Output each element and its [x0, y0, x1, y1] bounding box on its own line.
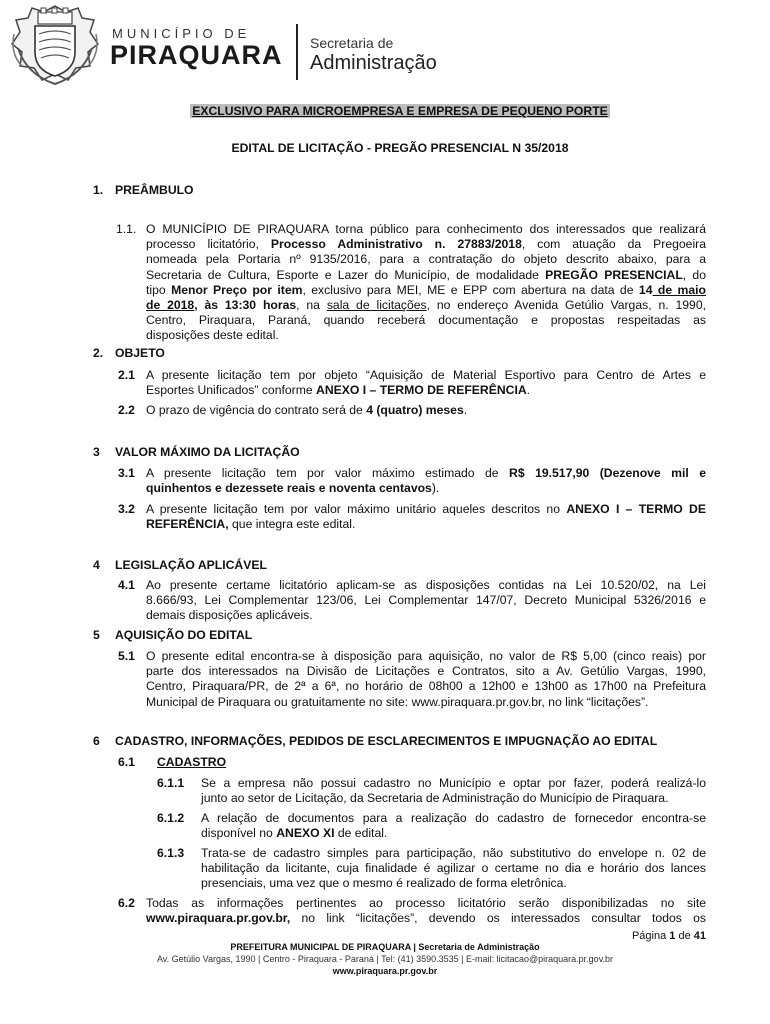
- section-3-title: VALOR MÁXIMO DA LICITAÇÃO: [115, 445, 300, 459]
- item-6-1-1: Se a empresa não possui cadastro no Município e optar por fazer, poderá realizá-lo junto ao setor de Licitação, da Secretaria de Administração do Município de Piraquara.: [201, 776, 706, 806]
- header: [8, 4, 568, 90]
- edital-title: EDITAL DE LICITAÇÃO - PREGÃO PRESENCIAL N 35/2018: [231, 141, 569, 155]
- header-divider: [296, 24, 298, 80]
- item-6-1-2-number: 6.1.2: [157, 811, 185, 825]
- section-4-title: LEGISLAÇÃO APLICÁVEL: [115, 558, 267, 572]
- subsection-6-1-number: 6.1: [118, 755, 135, 769]
- footer-address: Av. Getúlio Vargas, 1990 | Centro - Piraquara - Paraná | Tel: (41) 3590.3535 | E-mail: licitacao@piraquara.pr.gov.br: [156, 954, 614, 964]
- para-4-1-number: 4.1: [118, 578, 135, 592]
- para-3-1: A presente licitação tem por valor máximo estimado de R$ 19.517,90 (Dezenove mil e quinhentos e dezessete reais e noventa centavos).: [146, 466, 706, 496]
- para-2-1-number: 2.1: [118, 368, 135, 382]
- para-2-2-number: 2.2: [118, 403, 135, 417]
- item-6-1-3: Trata-se de cadastro simples para participação, não substitutivo do envelope n. 02 de habilitação da licitante, cuja finalidade é agilizar o certame no dia e horário dos lances presenciais, uma vez que o mesmo é realizado de forma eletrônica.: [201, 846, 706, 891]
- municipal-crest-logo: [8, 4, 102, 88]
- section-2-title: OBJETO: [115, 346, 165, 360]
- section-4-number: 4: [93, 558, 100, 572]
- item-6-1-2: A relação de documentos para a realização do cadastro de fornecedor encontra-se disponível no ANEXO XI de edital.: [201, 811, 706, 841]
- section-6-title: CADASTRO, INFORMAÇÕES, PEDIDOS DE ESCLARECIMENTOS E IMPUGNAÇÃO AO EDITAL: [115, 734, 658, 748]
- exclusive-banner-row: [0, 104, 770, 119]
- exclusive-banner: EXCLUSIVO PARA MICROEMPRESA E EMPRESA DE PEQUENO PORTE: [192, 104, 608, 118]
- section-2-number: 2.: [93, 346, 104, 360]
- para-1-1-number: 1.1.: [116, 222, 137, 236]
- section-1-number: 1.: [93, 183, 104, 197]
- secretaria-name: Administração: [310, 52, 437, 74]
- para-3-2-number: 3.2: [118, 502, 135, 516]
- section-3-number: 3: [93, 445, 100, 459]
- footer-line-1: PREFEITURA MUNICIPAL DE PIRAQUARA | Secretaria de Administração: [230, 942, 540, 952]
- para-3-1-number: 3.1: [118, 466, 135, 480]
- municipio-name: PIRAQUARA: [110, 40, 283, 70]
- para-5-1-number: 5.1: [118, 649, 135, 663]
- municipio-label: MUNICÍPIO DE: [112, 26, 251, 41]
- para-2-1: A presente licitação tem por objeto “Aquisição de Material Esportivo para Centro de Artes e Esportes Unificados” conforme ANEXO I – TERMO DE REFERÊNCIA.: [146, 368, 706, 398]
- para-6-2: Todas as informações pertinentes ao processo licitatório serão disponibilizadas no site www.piraquara.pr.gov.br, no link “licitações”, devendo os interessados consultar todos os: [146, 896, 706, 926]
- item-6-1-3-number: 6.1.3: [157, 846, 185, 860]
- para-1-1: O MUNICÍPIO DE PIRAQUARA torna público para conhecimento dos interessados que realizará processo licitatório, Processo Administrativo n. 27883/2018, com atuação da Pregoeira nomeada pela Portaria nº 9135/2016, para a contratação do objeto descrito abaixo, para a Secretaria de Cultura, Esporte e Lazer do Município, de modalidade PREGÃO PRESENCIAL, do tipo Menor Preço por item, exclusivo para MEI, ME e EPP com abertura na data de 14 de maio de 2018, às 13:30 horas, na sala de licitações, no endereço Avenida Getúlio Vargas, n. 1990, Centro, Piraquara, Paraná, quando receberá documentação e propostas respeitadas as disposições deste edital.: [146, 222, 707, 343]
- para-6-2-number: 6.2: [118, 896, 135, 910]
- section-5-title: AQUISIÇÃO DO EDITAL: [115, 628, 253, 642]
- page-number: Página 1 de 41: [631, 930, 706, 942]
- section-5-number: 5: [93, 628, 100, 642]
- para-2-2: O prazo de vigência do contrato será de 4 (quatro) meses.: [146, 403, 468, 417]
- footer: [0, 941, 770, 977]
- section-6-number: 6: [93, 734, 100, 748]
- subsection-6-1-title: CADASTRO: [157, 755, 227, 769]
- para-5-1: O presente edital encontra-se à disposição para aquisição, no valor de R$ 5,00 (cinco reais) por parte dos interessados na Divisão de Licitações e Contratos, sito a Av. Getúlio Vargas, 1990, Centro, Piraquara/PR, de 2ª a 6ª, no horário de 08h00 a 12h00 e 13h00 as 17h00 na Prefeitura Municipal de Piraquara ou gratuitamente no site: www.piraquara.pr.gov.br, no link “licitações”.: [146, 649, 706, 709]
- secretaria-label: Secretaria de: [310, 35, 394, 51]
- footer-website: www.piraquara.pr.gov.br: [332, 966, 438, 976]
- para-3-2: A presente licitação tem por valor máximo unitário aqueles descritos no ANEXO I – TERMO DE REFERÊNCIA, que integra este edital.: [146, 502, 706, 532]
- item-6-1-1-number: 6.1.1: [157, 776, 185, 790]
- section-1-title: PREÂMBULO: [115, 183, 194, 197]
- para-4-1: Ao presente certame licitatório aplicam-se as disposições contidas na Lei 10.520/02, na Lei 8.666/93, Lei Complementar 123/06, Lei Complementar 147/07, Decreto Municipal 5326/2016 e demais disposições aplicáveis.: [146, 578, 706, 623]
